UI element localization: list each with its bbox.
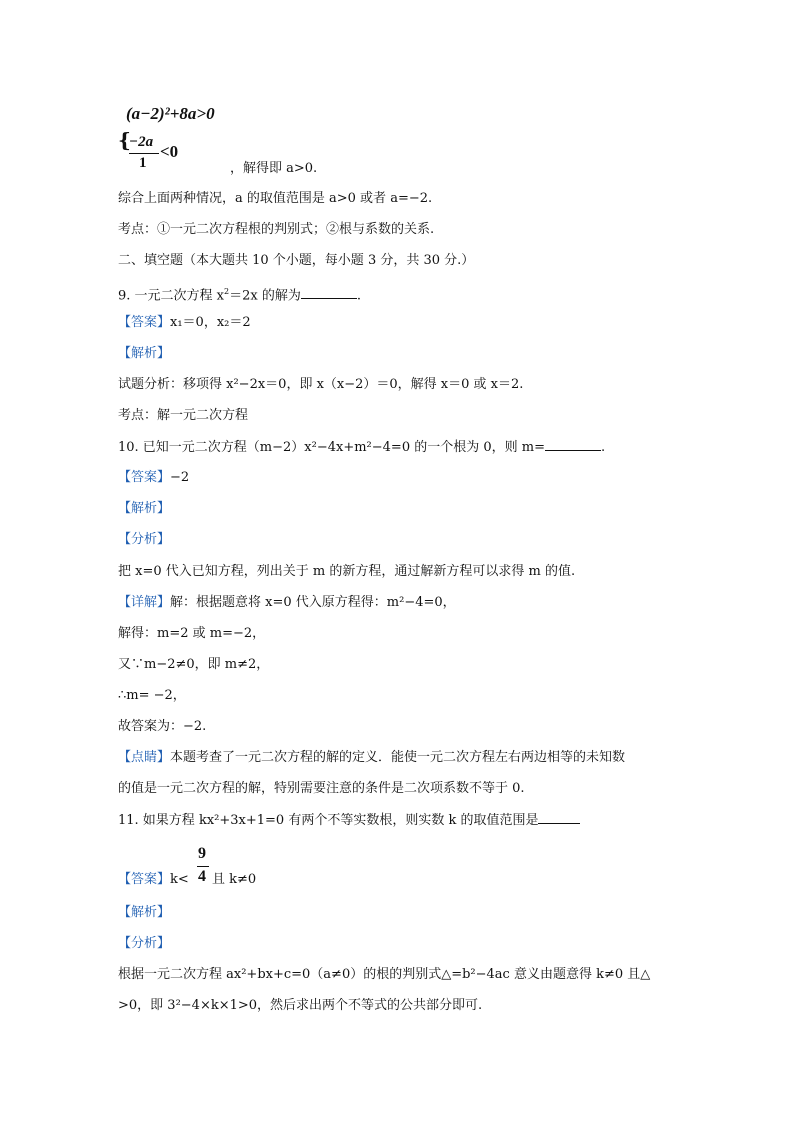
answer-11-denominator: 4 xyxy=(198,868,206,885)
fraction-relation: <0 xyxy=(160,142,179,161)
fenxi-tag-10: 【分析】 xyxy=(118,532,171,547)
summary-line: 综合上面两种情况，a 的取值范围是 a>0 或者 a=−2. xyxy=(118,191,433,206)
fenxi-tag-11: 【分析】 xyxy=(118,936,171,951)
answer-11-fraction-bar xyxy=(197,866,209,867)
xiangjie-10-line4: ∴m= −2， xyxy=(118,688,186,703)
xiangjie-10-line2: 解得：m=2 或 m=−2， xyxy=(118,626,266,641)
answer-11-tail: 且 k≠0 xyxy=(212,872,257,887)
answer-11: 【答案】k< xyxy=(118,872,189,887)
fenxi-11-line1: 根据一元二次方程 ax²+bx+c=0（a≠0）的根的判别式△=b²−4ac 意义由题意得 k≠0 且△ xyxy=(118,967,651,982)
section-heading: 二、填空题（本大题共 10 个小题，每小题 3 分，共 30 分.） xyxy=(118,253,475,268)
analysis-9: 试题分析：移项得 x²−2x＝0，即 x（x−2）＝0，解得 x＝0 或 x＝2. xyxy=(118,377,524,392)
fraction-denominator: 1 xyxy=(139,155,147,171)
question-9: 9. 一元二次方程 $x^2=2x$ 的解为 . xyxy=(118,287,361,304)
fenxi-11-line2: >0，即 3²−4×k×1>0，然后求出两个不等式的公共部分即可. xyxy=(118,998,483,1013)
system-brace: { xyxy=(118,128,131,152)
jiexi-tag-11: 【解析】 xyxy=(118,905,171,920)
inequality-top: (a−2)²+8a>0 xyxy=(126,104,215,123)
xiangjie-10-line5: 故答案为：−2. xyxy=(118,719,207,734)
fraction-numerator: −2a xyxy=(129,134,154,150)
xiangjie-10-line1: 【详解】解：根据题意将 x=0 代入原方程得：m²−4=0， xyxy=(118,595,456,610)
question-10: 10. 已知一元二次方程（m−2）x²−4x+m²−4=0 的一个根为 0，则 m= . xyxy=(118,440,606,455)
jiexi-tag-10: 【解析】 xyxy=(118,501,171,516)
question-11: 11. 如果方程 kx²+3x+1=0 有两个不等实数根，则实数 k 的取值范围是 xyxy=(118,811,580,830)
fraction-bar xyxy=(129,153,159,154)
xiangjie-10-line3: 又∵m−2≠0，即 m≠2， xyxy=(118,657,270,672)
jiexi-tag-9: 【解析】 xyxy=(118,346,171,361)
kaodian-9: 考点：解一元二次方程 xyxy=(118,408,249,423)
dianjing-10-line1: 【点睛】本题考查了一元二次方程的解的定义．能使一元二次方程左右两边相等的未知数 xyxy=(118,750,626,765)
kaodian-line: 考点：①一元二次方程根的判别式；②根与系数的关系. xyxy=(118,222,435,237)
solve-result: ，解得即 a>0. xyxy=(230,161,318,176)
fenxi-10: 把 x=0 代入已知方程，列出关于 m 的新方程，通过解新方程可以求得 m 的值. xyxy=(118,564,576,579)
answer-11-numerator: 9 xyxy=(198,845,206,862)
dianjing-10-line2: 的值是一元二次方程的解，特别需要注意的条件是二次项系数不等于 0. xyxy=(118,781,525,796)
answer-10: 【答案】−2 xyxy=(118,470,190,485)
answer-9: 【答案】x₁＝0，x₂＝2 xyxy=(118,315,251,330)
